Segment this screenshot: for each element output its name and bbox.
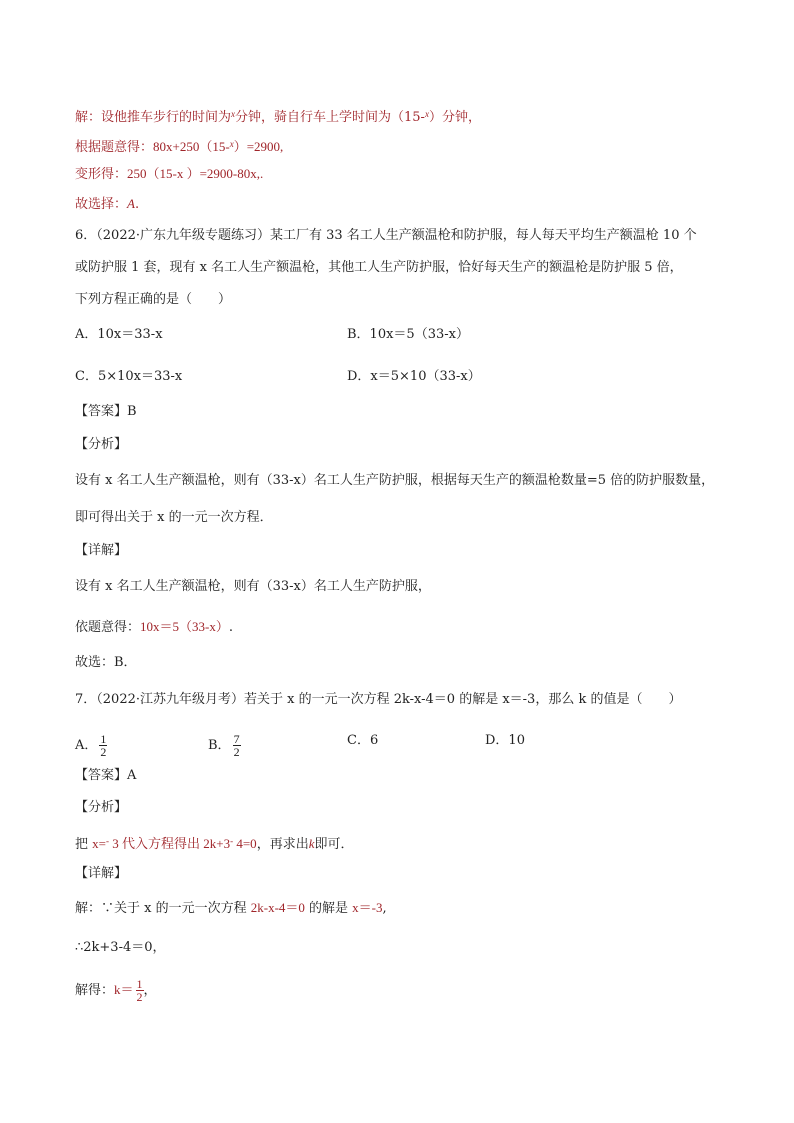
prev-solution-line-1: 解：设他推车步行的时间为$^x$分钟，骑自行车上学时间为（15-$^x$）分钟， — [75, 109, 481, 125]
q6-detail-line-3: 故选：B． — [75, 655, 137, 670]
q6-detail-heading: 【详解】 — [75, 543, 128, 558]
q6-stem-line-2: 或防护服 1 套，现有 x 名工人生产额温枪，其他工人生产防护服，恰好每天生产的额温枪是防护服 5 倍， — [75, 260, 683, 275]
q6-stem-line-3: 下列方程正确的是（ ） — [75, 292, 232, 307]
q7-option-d: D．10 — [485, 733, 525, 748]
q6-option-b: B．10x＝5（33-x） — [347, 327, 469, 342]
q6-detail-line-2: 依题意得：10x＝5（33-x）. — [75, 619, 233, 635]
q6-analysis-heading: 【分析】 — [75, 437, 128, 452]
q6-analysis-line-2: 即可得出关于 x 的一元一次方程． — [75, 510, 273, 525]
q7-detail-line-1: 解：∵关于 x 的一元一次方程 2k-x-4＝0 的解是 x＝-3, — [75, 900, 387, 916]
prev-solution-line-3: 变形得：250（15-x ）=2900-80x,. — [75, 166, 264, 182]
q6-answer: 【答案】B — [75, 404, 137, 419]
q6-analysis-line-1: 设有 x 名工人生产额温枪，则有（33-x）名工人生产防护服，根据每天生产的额温枪数量=5 倍的防护服数量， — [75, 473, 715, 488]
q7-analysis-heading: 【分析】 — [75, 800, 128, 815]
q7-option-a-fraction: $\frac{1}{2}$ — [100, 732, 107, 759]
q7-detail-line-3: 解得：k＝ $\frac{1}{2}$ ， — [75, 977, 157, 1004]
q7-option-b: B． $\frac{7}{2}$ — [208, 732, 240, 759]
q7-analysis-line-1: 把 x=- 3 代入方程得出 2k+3- 4=0，再求出k即可． — [75, 836, 354, 852]
prev-solution-line-2: 根据题意得：80x+250（15-$^x$）=2900, — [75, 139, 284, 155]
q7-detail-heading: 【详解】 — [75, 866, 128, 881]
q6-option-c: C．5×10x＝33-x — [75, 369, 183, 384]
q7-detail-fraction: $\frac{1}{2}$ — [136, 977, 143, 1004]
q7-detail-line-2: ∴2k+3-4＝0， — [75, 940, 166, 955]
q6-option-a: A．10x＝33-x — [75, 327, 163, 342]
q6-detail-line-1: 设有 x 名工人生产额温枪，则有（33-x）名工人生产防护服， — [75, 579, 431, 594]
q7-option-a: A． $\frac{1}{2}$ — [75, 732, 107, 759]
q6-option-d: D．x＝5×10（33-x） — [347, 369, 481, 384]
q7-option-c: C．6 — [347, 733, 379, 748]
q7-option-b-fraction: $\frac{7}{2}$ — [233, 732, 240, 759]
prev-solution-line-4: 故选择：A. — [75, 196, 140, 212]
q6-stem-line-1: 6．（2022·广东九年级专题练习）某工厂有 33 名工人生产额温枪和防护服，每人每天平均生产额温枪 10 个 — [75, 228, 697, 243]
q7-answer: 【答案】A — [75, 768, 137, 783]
q7-stem: 7．（2022·江苏九年级月考）若关于 x 的一元一次方程 2k-x-4＝0 的解是 x＝-3，那么 k 的值是（ ） — [75, 692, 682, 707]
